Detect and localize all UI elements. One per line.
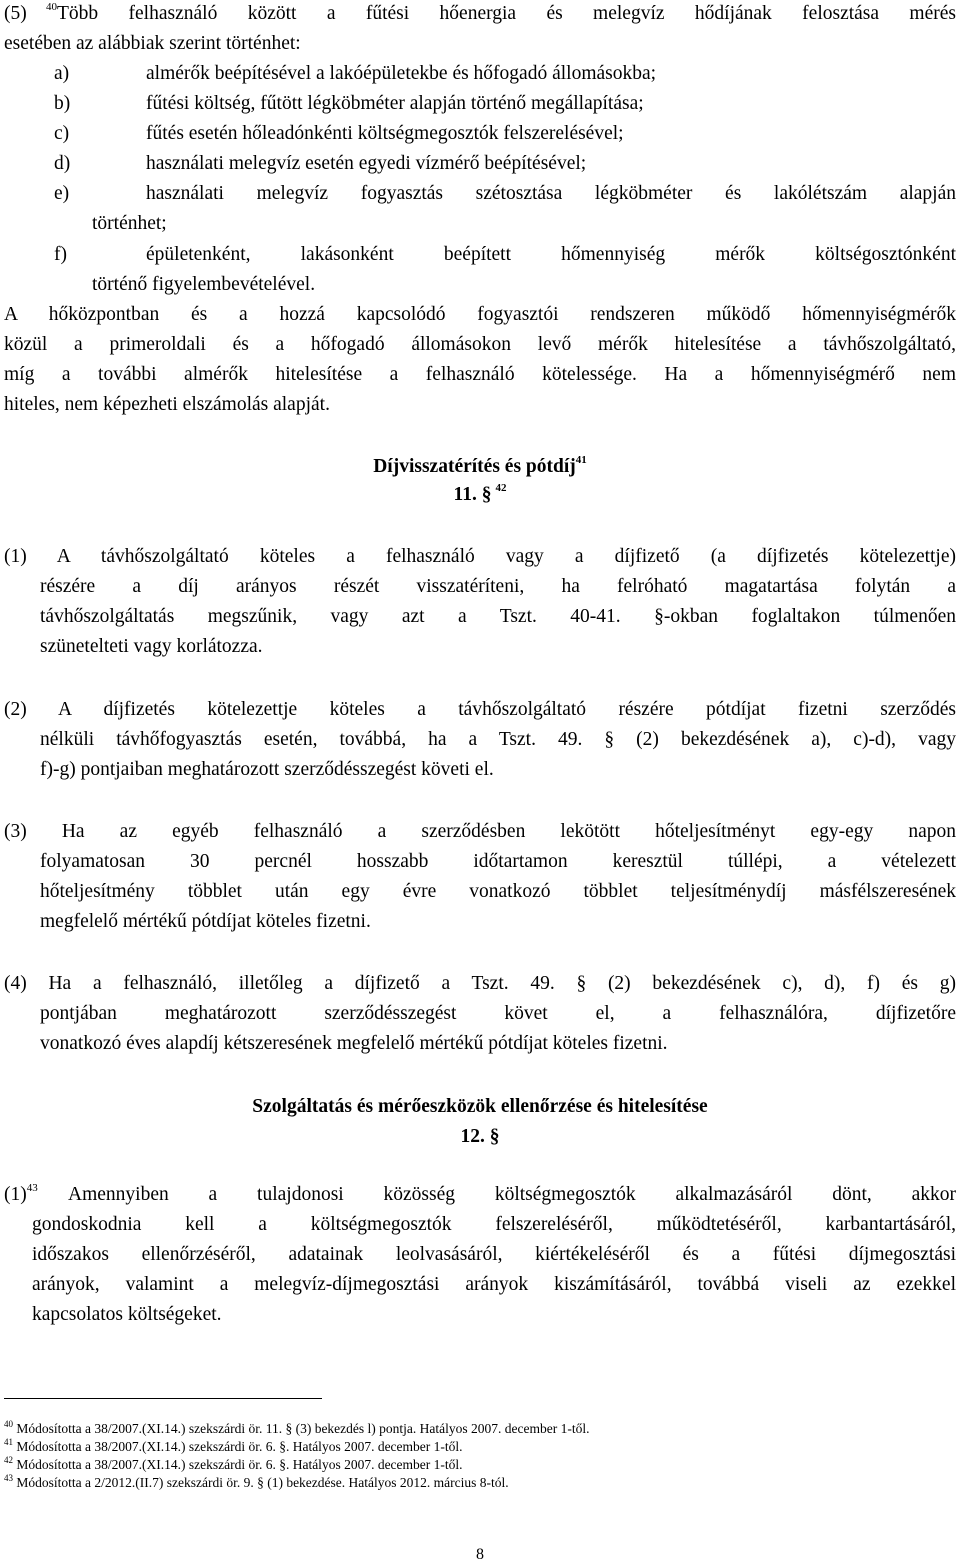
paragraph-line: Amennyiben a tulajdonosi közösség költségmegosztók alkalmazásáról dönt, akkor xyxy=(68,1184,956,1205)
list-item-continuation: történő figyelembevételével. xyxy=(92,274,316,295)
paragraph-line: f)-g) pontjaiban meghatározott szerződésszegést követi el. xyxy=(40,759,494,780)
paragraph-line: hőteljesítmény többlet után egy évre vonatkozó többlet teljesítménydíj másfélszeresének xyxy=(40,881,956,902)
section-title: Szolgáltatás és mérőeszközök ellenőrzése és hitelesítése xyxy=(252,1096,708,1117)
paragraph-line: pontjában meghatározott szerződésszegést követ el, a felhasználóra, díjfizetőre xyxy=(40,1003,956,1024)
paragraph-line: (2) A díjfizetés kötelezettje köteles a távhőszolgáltató részére pótdíjat fizetni szerződés xyxy=(4,699,956,720)
footnote-separator xyxy=(4,1398,322,1399)
paragraph-line: közül a primeroldali és a hőfogadó állomásokon levő mérők hitelesítése a távhőszolgáltató, xyxy=(4,334,956,355)
paragraph-line: szünetelteti vagy korlátozza. xyxy=(40,636,263,657)
paragraph-line: folyamatosan 30 percnél hosszabb időtartamon keresztül túllépi, a vételezett xyxy=(40,851,956,872)
footnote: $^{43}$ Módosította a 2/2012.(II.7) szekszárdi ör. 9. § (1) bekezdése. Hatályos 2012. március 8-tól. xyxy=(4,1473,509,1490)
list-item-text: épületenként, lakásonként beépített hőmennyiség mérők költségosztónként xyxy=(146,244,956,265)
paragraph-line: nélküli távhőfogyasztás esetén, továbbá, ha a Tszt. 49. § (2) bekezdésének a), c)-d), vagy xyxy=(40,729,956,750)
paragraph-line: távhőszolgáltatás megszűnik, vagy azt a Tszt. 40-41. §-okban foglaltakon túlmenően xyxy=(40,606,956,627)
list-item-label: a) xyxy=(54,63,70,84)
para5-label: (5) xyxy=(4,3,27,24)
list-item-label: f) xyxy=(54,244,67,265)
paragraph-line: megfelelő mértékű pótdíjat köteles fizetni. xyxy=(40,911,371,932)
paragraph-line: A hőközpontban és a hozzá kapcsolódó fogyasztói rendszeren működő hőmennyiségmérők xyxy=(4,304,956,325)
paragraph-line: hiteles, nem képezheti elszámolás alapját. xyxy=(4,394,330,415)
footnote: $^{41}$ Módosította a 38/2007.(XI.14.) szekszárdi ör. 6. §. Hatályos 2007. december 1-től. xyxy=(4,1437,463,1454)
para5-line1: $^{40}$Több felhasználó között a fűtési hőenergia és melegvíz hődíjának felosztása mérés xyxy=(46,1,956,24)
paragraph-line: (1) A távhőszolgáltató köteles a felhasználó vagy a díjfizető (a díjfizetés kötelezettje) xyxy=(4,546,956,567)
footnote-ref-40: 40 xyxy=(46,1,57,13)
section-number: 12. § xyxy=(460,1126,500,1147)
paragraph-line: részére a díj arányos részét visszatéríteni, ha felróható magatartása folytán a xyxy=(40,576,956,597)
list-item-label: e) xyxy=(54,183,70,204)
paragraph-line: gondoskodnia kell a költségmegosztók felszereléséről, működtetéséről, karbantartásáról, xyxy=(32,1214,956,1235)
page-number: 8 xyxy=(476,1546,484,1563)
list-item-text: fűtés esetén hőleadónkénti költségmegosztók felszerelésével; xyxy=(146,123,624,144)
paragraph-line: arányok, valamint a melegvíz-díjmegosztási arányok kiszámításáról, továbbá viseli az ezekkel xyxy=(32,1274,956,1295)
paragraph-line: vonatkozó éves alapdíj kétszeresének megfelelő mértékű pótdíjat köteles fizetni. xyxy=(40,1033,668,1054)
list-item-label: b) xyxy=(54,93,71,114)
paragraph-line: míg a további almérők hitelesítése a felhasználó kötelessége. Ha a hőmennyiségmérő nem xyxy=(4,364,956,385)
list-item-text: használati melegvíz esetén egyedi vízmérő beépítésével; xyxy=(146,153,587,174)
paragraph-line: időszakos ellenőrzéséről, adatainak leolvasásáról, kiértékeléséről és a fűtési díjmegosztási xyxy=(32,1244,956,1265)
footnote-ref-41: 41 xyxy=(575,454,587,466)
list-item-label: d) xyxy=(54,153,71,174)
paragraph-line: (4) Ha a felhasználó, illetőleg a díjfizető a Tszt. 49. § (2) bekezdésének c), d), f) és g) xyxy=(4,973,956,994)
footnote-ref-42: 42 xyxy=(495,482,507,494)
list-item-text: használati melegvíz fogyasztás szétosztása légköbméter és lakólétszám alapján xyxy=(146,183,956,204)
footnote: $^{40}$ Módosította a 38/2007.(XI.14.) szekszárdi ör. 11. § (3) bekezdés l) pontja. Hatályos 2007. december 1-től. xyxy=(4,1419,590,1436)
footnote: $^{42}$ Módosította a 38/2007.(XI.14.) szekszárdi ör. 6. §. Hatályos 2007. december 1-től. xyxy=(4,1455,463,1472)
list-item-continuation: történhet; xyxy=(92,213,167,234)
section-number: 11. § $^{42}$ xyxy=(453,482,507,505)
footnote-ref-43: 43 xyxy=(26,1182,38,1194)
list-item-label: c) xyxy=(54,123,70,144)
list-item-text: almérők beépítésével a lakóépületekbe és hőfogadó állomásokba; xyxy=(146,63,657,84)
section-title: Díjvisszatérítés és pótdíj$^{41}$ xyxy=(373,454,587,477)
paragraph-line: (3) Ha az egyéb felhasználó a szerződésben lekötött hőteljesítményt egy-egy napon xyxy=(4,821,956,842)
para5-line2: esetében az alábbiak szerint történhet: xyxy=(4,33,301,54)
list-item-text: fűtési költség, fűtött légköbméter alapján történő megállapítása; xyxy=(146,93,644,114)
paragraph-line: kapcsolatos költségeket. xyxy=(32,1304,222,1325)
paragraph-label: $(1)^{43}$ xyxy=(4,1182,38,1205)
